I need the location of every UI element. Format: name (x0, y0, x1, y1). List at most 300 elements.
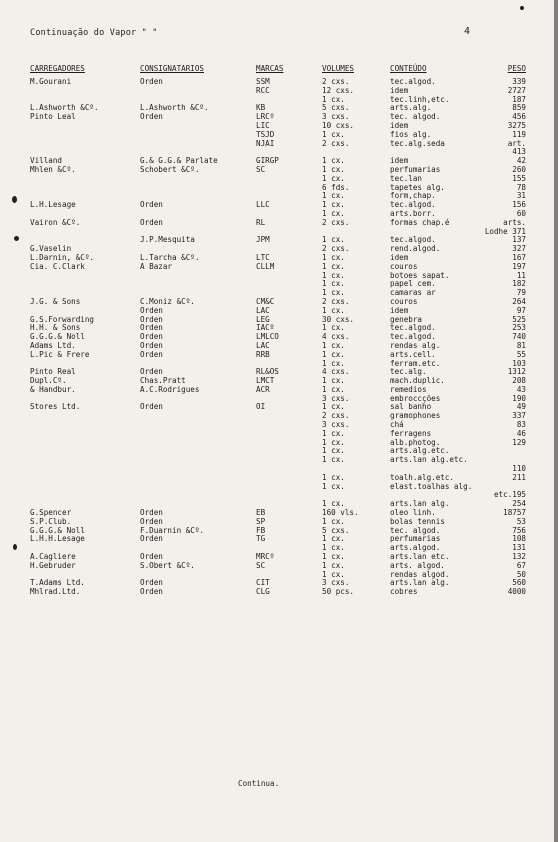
cell-weight: 46 (516, 428, 526, 438)
table-row (0, 87, 558, 96)
cell-volumes: 1 cx. (322, 349, 345, 359)
column-header: CARREGADORES (30, 64, 85, 73)
cell-volumes: 1 cx. (322, 200, 345, 210)
cell-volumes: 5 cxs. (322, 103, 350, 113)
cell-weight: 327 (512, 244, 526, 254)
cell-weight: Lodhe 371 (484, 226, 526, 236)
table-row (0, 219, 558, 228)
cell-volumes: 1 cx. (322, 499, 345, 509)
cell-volumes: 1 cx. (322, 428, 345, 438)
cell-volumes: 1 cx. (322, 402, 345, 412)
cell-contents: couros (390, 296, 418, 306)
cell-volumes: 2 cxs. (322, 77, 350, 86)
cell-weight: 254 (512, 499, 526, 509)
cell-consignee: A.C.Rodrigues (140, 384, 200, 394)
table-row (0, 439, 558, 448)
cell-weight: 260 (512, 164, 526, 174)
cell-marks: TSJD (256, 129, 275, 139)
cell-weight: 155 (512, 173, 526, 183)
cell-contents: ferragens (390, 428, 432, 438)
cell-weight: 182 (512, 279, 526, 289)
cell-volumes: 1 cx. (322, 156, 345, 166)
cell-shipper: Dupl.Cº. (30, 376, 67, 386)
cell-contents: arts.lan etc. (390, 552, 450, 562)
cell-shipper: J.G. & Sons (30, 296, 81, 306)
cell-weight: 740 (512, 332, 526, 342)
cell-weight: 2727 (507, 85, 526, 95)
cell-weight: 4000 (507, 587, 526, 597)
cell-shipper: S.P.Club. (30, 516, 72, 526)
cell-shipper: L.Darnin, &Cº. (30, 252, 95, 262)
cell-marks: FB (256, 525, 266, 535)
cell-weight: 560 (512, 578, 526, 588)
cell-volumes: 1 cx. (322, 384, 345, 394)
table-row (0, 148, 558, 157)
cell-weight: 81 (516, 340, 526, 350)
cell-consignee: Schobert &Cº. (140, 164, 200, 174)
table-row (0, 184, 558, 193)
cell-shipper: Pinto Leal (30, 112, 76, 122)
cell-contents: tec.algod. (390, 77, 436, 86)
cell-contents: couros (390, 261, 418, 271)
cell-weight: 67 (516, 560, 526, 570)
table-row (0, 491, 558, 500)
cell-shipper: G.G.G.& Noll (30, 332, 85, 342)
cell-shipper: G.Spencer (30, 508, 72, 518)
column-header: CONTEÚDO (390, 64, 427, 73)
cell-volumes: 1 cx. (322, 288, 345, 298)
table-row (0, 562, 558, 571)
cell-shipper: Mhlen &Cº. (30, 164, 76, 174)
cell-weight: arts. (503, 217, 526, 227)
cell-marks: TG (256, 534, 266, 544)
cell-marks: LAC (256, 340, 270, 350)
cell-contents: tec.alg. (390, 367, 427, 377)
table-row (0, 131, 558, 140)
cell-volumes: 1 cx. (322, 437, 345, 447)
document-header: Continuação do Vapor " " (30, 28, 158, 38)
cell-contents: ferram.etc. (390, 358, 441, 368)
cell-shipper: Adams Ltd. (30, 340, 76, 350)
cell-volumes: 1 cx. (322, 164, 345, 174)
page-number: 4 (464, 26, 471, 37)
cell-marks: CIT (256, 578, 270, 588)
cell-consignee: Orden (140, 349, 163, 359)
cell-marks: MRCº (256, 552, 275, 562)
table-row (0, 289, 558, 298)
cell-contents: chá (390, 420, 404, 430)
cell-consignee: Orden (140, 77, 163, 86)
cell-marks: LTC (256, 252, 270, 262)
cell-volumes: 1 cx. (322, 235, 345, 245)
cell-contents: idem (390, 252, 409, 262)
cell-marks: EB (256, 508, 266, 518)
table-row (0, 316, 558, 325)
cell-volumes: 1 cx. (322, 129, 345, 139)
cell-volumes: 1 cx. (322, 534, 345, 544)
table-row (0, 175, 558, 184)
cell-weight: 339 (512, 77, 526, 86)
cell-contents: arts.alg.etc. (390, 446, 450, 456)
cell-contents: perfumarias (390, 534, 441, 544)
cell-volumes: 1 cx. (322, 455, 345, 465)
cell-shipper: H.H. & Sons (30, 323, 81, 333)
cell-volumes: 1 cx. (322, 191, 345, 201)
cell-contents: arts.alg. (390, 103, 432, 113)
table-row (0, 157, 558, 166)
cell-consignee: F.Duarnin &Cº. (140, 525, 205, 535)
cell-weight: 156 (512, 200, 526, 210)
cell-volumes: 2 cxs. (322, 296, 350, 306)
cell-shipper: Stores Ltd. (30, 402, 81, 412)
table-row (0, 122, 558, 131)
cell-contents: tec.algod. (390, 235, 436, 245)
cell-contents: idem (390, 156, 409, 166)
cell-weight: 43 (516, 384, 526, 394)
cell-volumes: 1 cx. (322, 376, 345, 386)
cell-weight: 190 (512, 393, 526, 403)
cell-contents: oleo linh. (390, 508, 436, 518)
cell-contents: mach.duplic. (390, 376, 445, 386)
cell-volumes: 2 cxs. (322, 217, 350, 227)
cell-contents: genebra (390, 314, 423, 324)
cell-contents: remedios (390, 384, 427, 394)
cell-marks: CLLM (256, 261, 275, 271)
table-row (0, 166, 558, 175)
table-row (0, 465, 558, 474)
cell-weight: 97 (516, 305, 526, 315)
cell-contents: tec. algod. (390, 112, 441, 122)
cell-weight: 103 (512, 358, 526, 368)
table-row (0, 210, 558, 219)
cell-volumes: 1 cx. (322, 340, 345, 350)
table-row (0, 298, 558, 307)
cell-weight: 756 (512, 525, 526, 535)
cell-volumes: 4 cxs. (322, 367, 350, 377)
cell-weight: 859 (512, 103, 526, 113)
cell-weight: 456 (512, 112, 526, 122)
cell-weight: 53 (516, 516, 526, 526)
cell-weight: 208 (512, 376, 526, 386)
cell-shipper: T.Adams Ltd. (30, 578, 85, 588)
column-header: MARCAS (256, 64, 284, 73)
cell-volumes: 1 cx. (322, 552, 345, 562)
cell-volumes: 30 cxs. (322, 314, 355, 324)
table-row (0, 579, 558, 588)
column-header: VOLUMES (322, 64, 355, 73)
table-row (0, 535, 558, 544)
cell-weight: 3275 (507, 120, 526, 130)
cell-consignee: S.Obert &Cº. (140, 560, 195, 570)
cell-contents: bolas tennis (390, 516, 445, 526)
cell-volumes: 6 fds. (322, 182, 350, 192)
cell-marks: LAC (256, 305, 270, 315)
cell-marks: LMLCO (256, 332, 279, 342)
cell-marks: CLG (256, 587, 270, 597)
cell-consignee: Orden (140, 200, 163, 210)
cell-weight: etc.195 (493, 490, 526, 500)
cell-shipper: Cia. C.Clark (30, 261, 85, 271)
cell-shipper: G.G.G.& Noll (30, 525, 85, 535)
cell-consignee: Orden (140, 340, 163, 350)
cell-volumes: 2 cxs. (322, 411, 350, 421)
cell-consignee: Orden (140, 552, 163, 562)
cell-marks: GIRGP (256, 156, 279, 166)
cell-volumes: 1 cx. (322, 560, 345, 570)
table-row (0, 403, 558, 412)
cell-weight: 18757 (503, 508, 526, 518)
table-row (0, 360, 558, 369)
cell-volumes: 3 cxs. (322, 578, 350, 588)
cell-weight: 49 (516, 402, 526, 412)
cell-contents: idem (390, 305, 409, 315)
cell-weight: 110 (512, 464, 526, 474)
cell-consignee: Orden (140, 534, 163, 544)
cell-contents: fios alg. (390, 129, 432, 139)
table-row (0, 395, 558, 404)
cell-weight: 60 (516, 208, 526, 218)
table-row (0, 201, 558, 210)
cell-shipper: L.H.H.Lesage (30, 534, 85, 544)
cell-volumes: 1 cx. (322, 481, 345, 491)
cell-consignee: Orden (140, 217, 163, 227)
cell-contents: tec. algod. (390, 525, 441, 535)
cell-shipper: H.Gebruder (30, 560, 76, 570)
cell-contents: elast.toalhas alg. (390, 481, 473, 491)
table-row (0, 588, 558, 597)
cell-contents: arts. algod. (390, 560, 445, 570)
cell-volumes: 3 cxs. (322, 420, 350, 430)
cell-shipper: L.Pic & Frere (30, 349, 90, 359)
cell-marks: OI (256, 402, 266, 412)
cell-shipper: Mhlrad.Ltd. (30, 587, 81, 597)
cell-weight: 131 (512, 543, 526, 553)
cell-consignee: L.Tarcha &Cº. (140, 252, 200, 262)
cell-weight: 42 (516, 156, 526, 166)
cell-weight: 337 (512, 411, 526, 421)
cell-shipper: & Handbur. (30, 384, 76, 394)
cell-volumes: 1 cx. (322, 208, 345, 218)
cell-contents: rendas alg. (390, 340, 441, 350)
cell-weight: 413 (512, 147, 526, 157)
cell-weight: 137 (512, 235, 526, 245)
cell-contents: sal banho (390, 402, 432, 412)
cell-contents: idem (390, 120, 409, 130)
cell-contents: tec.lan (390, 173, 423, 183)
table-row (0, 192, 558, 201)
cell-shipper: G.S.Forwarding (30, 314, 95, 324)
cell-weight: 211 (512, 472, 526, 482)
table-row (0, 430, 558, 439)
cell-consignee: Orden (140, 323, 163, 333)
cell-contents: arts.lan alg. (390, 578, 450, 588)
cell-contents: idem (390, 85, 409, 95)
table-row (0, 412, 558, 421)
cell-volumes: 3 cxs. (322, 112, 350, 122)
cell-volumes: 1 cx. (322, 446, 345, 456)
cell-consignee: A Bazar (140, 261, 173, 271)
cell-contents: arts.lan alg. (390, 499, 450, 509)
table-row (0, 509, 558, 518)
table-row (0, 113, 558, 122)
cell-weight: 78 (516, 182, 526, 192)
cell-volumes: 1 cx. (322, 173, 345, 183)
cell-weight: 55 (516, 349, 526, 359)
cell-contents: arts.algod. (390, 543, 441, 553)
cell-volumes: 2 cxs. (322, 244, 350, 254)
cell-weight: 83 (516, 420, 526, 430)
cell-volumes: 1 cx. (322, 94, 345, 104)
cell-weight: 253 (512, 323, 526, 333)
cell-marks: RCC (256, 85, 270, 95)
table-row (0, 544, 558, 553)
column-header: PESO (507, 64, 526, 73)
table-row (0, 333, 558, 342)
cell-volumes: 1 cx. (322, 270, 345, 280)
cell-consignee: L.Ashworth &Cº. (140, 103, 209, 113)
cell-volumes: 10 cxs. (322, 120, 355, 130)
table-row (0, 280, 558, 289)
cell-shipper: A.Cagliere (30, 552, 76, 562)
cell-contents: formas chap.é (390, 217, 450, 227)
table-row (0, 368, 558, 377)
cell-contents: arts.cell. (390, 349, 436, 359)
cell-contents: embroccções (390, 393, 441, 403)
cell-volumes: 1 cx. (322, 261, 345, 271)
cell-consignee: Orden (140, 332, 163, 342)
table-row (0, 377, 558, 386)
cell-volumes: 1 cx. (322, 358, 345, 368)
cell-shipper: Pinto Real (30, 367, 76, 377)
table-row (0, 140, 558, 149)
cell-marks: JPM (256, 235, 270, 245)
cell-consignee: Orden (140, 402, 163, 412)
cell-volumes: 2 cxs. (322, 138, 350, 148)
cell-contents: tec.algod. (390, 200, 436, 210)
table-row (0, 236, 558, 245)
cell-weight: 129 (512, 437, 526, 447)
cell-weight: 1312 (507, 367, 526, 377)
cell-weight: 187 (512, 94, 526, 104)
cell-marks: SC (256, 560, 266, 570)
table-row (0, 421, 558, 430)
table-row (0, 474, 558, 483)
cell-volumes: 1 cx. (322, 472, 345, 482)
cell-contents: rend.algod. (390, 244, 441, 254)
cell-consignee: Orden (140, 367, 163, 377)
cell-weight: 264 (512, 296, 526, 306)
table-row (0, 553, 558, 562)
cell-marks: LRCº (256, 112, 275, 122)
cell-weight: 132 (512, 552, 526, 562)
cell-volumes: 1 cx. (322, 516, 345, 526)
cell-volumes: 5 cxs. (322, 525, 350, 535)
cell-contents: arts.borr. (390, 208, 436, 218)
cell-marks: LEG (256, 314, 270, 324)
cell-volumes: 1 cx. (322, 305, 345, 315)
table-row (0, 483, 558, 492)
cell-shipper: Villand (30, 156, 63, 166)
scan-speck (520, 6, 524, 10)
cell-volumes: 1 cx. (322, 543, 345, 553)
cell-weight: 108 (512, 534, 526, 544)
cell-marks: LMCT (256, 376, 275, 386)
cell-volumes: 1 cx. (322, 252, 345, 262)
cell-contents: form,chap. (390, 191, 436, 201)
cell-consignee: Orden (140, 578, 163, 588)
cell-contents: tec.alg.seda (390, 138, 445, 148)
cell-consignee: C.Moniz &Cº. (140, 296, 195, 306)
cell-volumes: 3 cxs. (322, 393, 350, 403)
cell-consignee: G.& G.G.& Parlate (140, 156, 218, 166)
cell-contents: alb.photog. (390, 437, 441, 447)
cell-contents: perfumarias (390, 164, 441, 174)
cell-consignee: Chas.Pratt (140, 376, 186, 386)
cell-contents: tec.linh,etc. (390, 94, 450, 104)
cell-marks: LLC (256, 200, 270, 210)
cell-contents: toalh.alg.etc. (390, 472, 455, 482)
cell-shipper: L.Ashworth &Cº. (30, 103, 99, 113)
cell-marks: KB (256, 103, 266, 113)
cell-contents: tec.algod. (390, 323, 436, 333)
cell-shipper: G.Vaselin (30, 244, 72, 254)
cell-contents: rendas algod. (390, 569, 450, 579)
cell-contents: tapetes alg. (390, 182, 445, 192)
cell-weight: art. (507, 138, 526, 148)
cell-contents: gramophones (390, 411, 441, 421)
cell-weight: 50 (516, 569, 526, 579)
cell-volumes: 1 cx. (322, 279, 345, 289)
cell-consignee: Orden (140, 516, 163, 526)
cell-consignee: Orden (140, 508, 163, 518)
cell-marks: NJAI (256, 138, 275, 148)
table-row (0, 447, 558, 456)
table-row (0, 272, 558, 281)
cell-contents: arts.lan alg.etc. (390, 455, 468, 465)
cell-consignee: Orden (140, 112, 163, 122)
cell-contents: papel cem. (390, 279, 436, 289)
cell-shipper: L.H.Lesage (30, 200, 76, 210)
column-header: CONSIGNATARIOS (140, 64, 205, 73)
cell-shipper: Vairon &Cº. (30, 217, 81, 227)
cell-weight: 31 (516, 191, 526, 201)
column-headers (0, 64, 558, 78)
cell-marks: ACR (256, 384, 270, 394)
cell-consignee: Orden (140, 587, 163, 597)
cell-volumes: 1 cx. (322, 323, 345, 333)
manifest-table (0, 78, 558, 597)
cell-volumes: 12 cxs. (322, 85, 355, 95)
cell-weight: 119 (512, 129, 526, 139)
cell-shipper: M.Gourani (30, 77, 72, 86)
cell-marks: CM&C (256, 296, 275, 306)
cell-marks: RL (256, 217, 266, 227)
cell-weight: 79 (516, 288, 526, 298)
cell-marks: RRB (256, 349, 270, 359)
table-row (0, 228, 558, 237)
table-row (0, 351, 558, 360)
table-row (0, 456, 558, 465)
table-row (0, 386, 558, 395)
cell-contents: cobres (390, 587, 418, 597)
table-row (0, 78, 558, 87)
cell-contents: tec.algod. (390, 332, 436, 342)
cell-consignee: Orden (140, 314, 163, 324)
cell-marks: RL&OS (256, 367, 279, 377)
table-row (0, 500, 558, 509)
cell-weight: 197 (512, 261, 526, 271)
cell-volumes: 160 vls. (322, 508, 359, 518)
